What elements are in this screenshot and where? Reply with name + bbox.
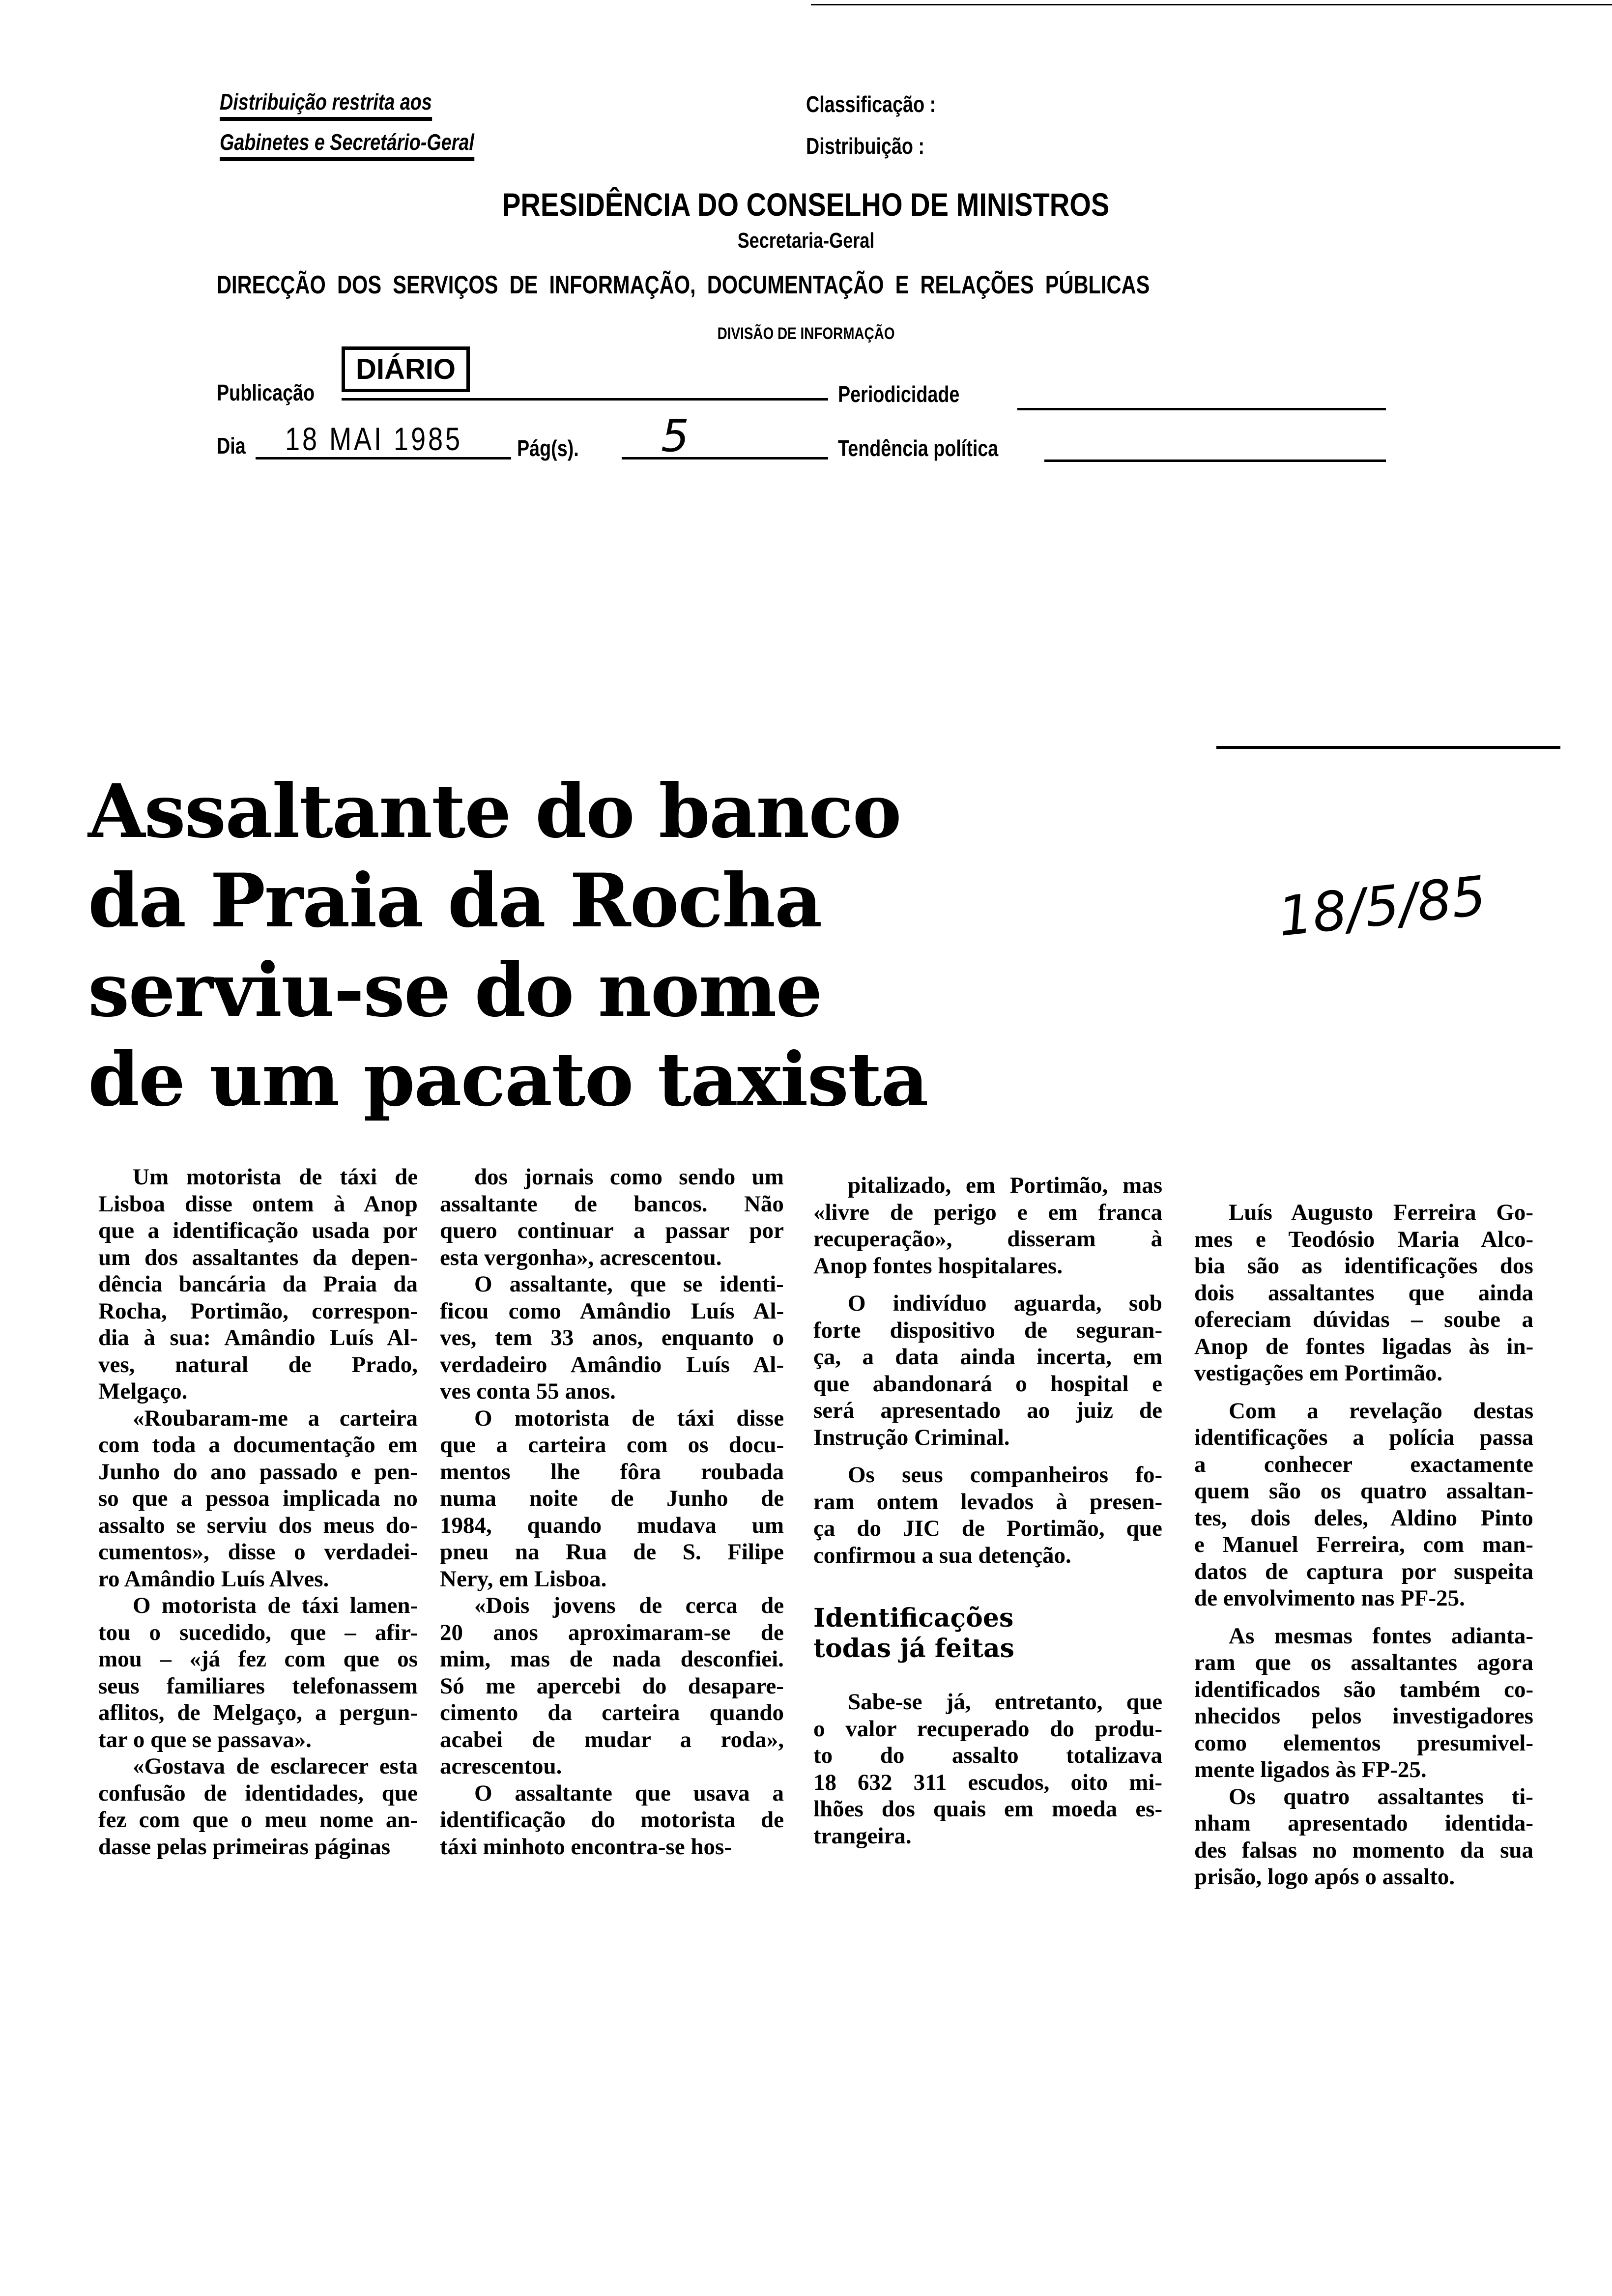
text-line: Anop fontes hospitalares. bbox=[813, 1253, 1063, 1279]
text-line: aflitos, de Melgaço, a pergun- bbox=[98, 1700, 418, 1725]
text-line: O motorista de táxi lamen- bbox=[133, 1593, 418, 1618]
text-line: fez com que o meu nome an- bbox=[98, 1807, 418, 1833]
article-headline bbox=[88, 767, 928, 1124]
article-column-3 bbox=[813, 1172, 1162, 1849]
distribuicao-label: Distribuição : bbox=[806, 133, 925, 159]
text-line: acabei de mudar a roda», bbox=[440, 1726, 784, 1752]
text-line: que a identificação usada por bbox=[98, 1218, 418, 1243]
text-line: Só me apercebi do desapare- bbox=[440, 1673, 784, 1699]
text-line: bia são as identificações dos bbox=[1194, 1253, 1533, 1279]
article-paragraph bbox=[440, 1780, 784, 1861]
text-line: O assaltante, que se identi- bbox=[474, 1271, 784, 1297]
text-line: Anop de fontes ligadas às in- bbox=[1194, 1333, 1534, 1359]
pags-label: Pág(s). bbox=[517, 435, 579, 461]
text-line: e Manuel Ferreira, com man- bbox=[1194, 1532, 1533, 1557]
text-line: ves, tem 33 anos, enquanto o bbox=[440, 1325, 784, 1350]
article-paragraph bbox=[1194, 1623, 1533, 1783]
text-line: identificados são também co- bbox=[1194, 1676, 1534, 1702]
text-line: Instrução Criminal. bbox=[813, 1424, 1010, 1450]
text-line: vestigações em Portimão. bbox=[1194, 1360, 1443, 1386]
text-line: a conhecer exactamente bbox=[1194, 1451, 1533, 1477]
text-line: Os seus companheiros fo- bbox=[848, 1462, 1163, 1488]
article-paragraph bbox=[813, 1689, 1162, 1849]
tendencia-field-line bbox=[1044, 459, 1386, 462]
article-column-2 bbox=[440, 1164, 784, 1860]
text-line: como elementos presumivel- bbox=[1194, 1730, 1534, 1756]
text-line: seus familiares telefonassem bbox=[98, 1673, 418, 1699]
article-paragraph bbox=[440, 1164, 784, 1271]
text-line: «Roubaram-me a carteira bbox=[133, 1405, 418, 1431]
text-line: que a carteira com os docu- bbox=[440, 1432, 784, 1458]
text-line: 1984, quando mudava um bbox=[440, 1512, 784, 1538]
article-paragraph bbox=[813, 1462, 1162, 1569]
divisao-label: DIVISÃO DE INFORMAÇÃO bbox=[717, 324, 895, 343]
pags-value: 5 bbox=[661, 410, 690, 462]
headline-line: de um pacato taxista bbox=[88, 1036, 928, 1123]
text-line: ro Amândio Luís Alves. bbox=[98, 1566, 329, 1592]
text-line: 18 632 311 escudos, oito mi- bbox=[813, 1769, 1163, 1795]
text-line: quero continuar a passar por bbox=[440, 1218, 784, 1243]
publicacao-label: Publicação bbox=[217, 380, 315, 405]
text-line: Melgaço. bbox=[98, 1378, 188, 1404]
text-line: prisão, logo após o assalto. bbox=[1194, 1864, 1455, 1890]
periodicidade-label: Periodicidade bbox=[838, 381, 960, 407]
text-line: assaltante de bancos. Não bbox=[440, 1191, 784, 1217]
text-line: dois assaltantes que ainda bbox=[1194, 1280, 1534, 1306]
text-line: «Gostava de esclarecer esta bbox=[133, 1753, 418, 1779]
text-line: As mesmas fontes adianta- bbox=[1229, 1623, 1534, 1649]
text-line: ça, a data ainda incerta, em bbox=[813, 1344, 1163, 1370]
text-line: Os quatro assaltantes ti- bbox=[1229, 1783, 1533, 1809]
text-line: dia à sua: Amândio Luís Al- bbox=[98, 1325, 418, 1350]
text-line: Junho do ano passado e pen- bbox=[98, 1459, 418, 1485]
text-line: tou o sucedido, que – afir- bbox=[98, 1619, 418, 1645]
direccao-title: DIRECÇÃO DOS SERVIÇOS DE INFORMAÇÃO, DOCUMENTAÇÃO E RELAÇÕES PÚBLICAS bbox=[217, 271, 1150, 299]
text-line: dência bancária da Praia da bbox=[98, 1271, 418, 1297]
article-column-4 bbox=[1194, 1199, 1533, 1891]
text-line: lhões dos quais em moeda es- bbox=[813, 1796, 1163, 1822]
restricted-distribution-line2: Gabinetes e Secretário-Geral bbox=[220, 129, 474, 161]
text-line: to do assalto totalizava bbox=[813, 1743, 1163, 1768]
text-line: «Dois jovens de cerca de bbox=[474, 1593, 784, 1618]
text-line: o valor recuperado do produ- bbox=[813, 1716, 1163, 1742]
text-line: identificações a polícia passa bbox=[1194, 1425, 1534, 1450]
text-line: acrescentou. bbox=[440, 1753, 562, 1779]
text-line: que abandonará o hospital e bbox=[813, 1371, 1162, 1397]
article-paragraph bbox=[440, 1271, 784, 1405]
text-line: dos jornais como sendo um bbox=[474, 1164, 784, 1190]
text-line: pitalizado, em Portimão, mas bbox=[848, 1173, 1163, 1198]
article-paragraph bbox=[98, 1753, 418, 1860]
text-line: mou – «já fez com que os bbox=[98, 1646, 418, 1672]
text-line: Luís Augusto Ferreira Go- bbox=[1229, 1200, 1534, 1225]
text-line: Sabe-se já, entretanto, que bbox=[848, 1689, 1162, 1715]
text-line: identificação do motorista de bbox=[440, 1807, 784, 1833]
text-line: esta vergonha», acrescentou. bbox=[440, 1244, 722, 1270]
article-column-1 bbox=[98, 1164, 418, 1860]
publicacao-field-line bbox=[342, 398, 828, 401]
handwritten-date-note: 18/5/85 bbox=[1275, 864, 1489, 948]
text-line: ofereciam dúvidas – soube a bbox=[1194, 1307, 1533, 1332]
secretaria-label: Secretaria-Geral bbox=[737, 229, 875, 253]
article-paragraph bbox=[813, 1290, 1162, 1451]
text-line: 20 anos aproximaram-se de bbox=[440, 1619, 784, 1645]
text-line: datos de captura por suspeita bbox=[1194, 1558, 1534, 1584]
headline-line: serviu-se do nome bbox=[88, 947, 822, 1033]
text-line: Lisboa disse ontem à Anop bbox=[98, 1191, 418, 1217]
article-paragraph bbox=[1194, 1783, 1533, 1891]
text-line: tar o que se passava». bbox=[98, 1726, 312, 1752]
text-line: ça do JIC de Portimão, que bbox=[813, 1516, 1162, 1541]
text-line: des falsas no momento da sua bbox=[1194, 1837, 1533, 1863]
text-line: forte dispositivo de seguran- bbox=[813, 1317, 1163, 1343]
text-line: nhecidos pelos investigadores bbox=[1194, 1703, 1533, 1729]
text-line: mentos lhe fôra roubada bbox=[440, 1459, 784, 1485]
text-line: ves conta 55 anos. bbox=[440, 1378, 616, 1404]
text-line: Um motorista de táxi de bbox=[133, 1164, 418, 1190]
article-paragraph bbox=[1194, 1398, 1533, 1612]
article-subheading bbox=[813, 1603, 1162, 1664]
periodicidade-field-line bbox=[1017, 408, 1386, 410]
article-paragraph bbox=[98, 1164, 418, 1405]
text-line: cimento da carteira quando bbox=[440, 1700, 784, 1725]
text-line: O indivíduo aguarda, sob bbox=[848, 1291, 1162, 1316]
top-scan-rule bbox=[811, 4, 1612, 5]
text-line: ves, natural de Prado, bbox=[98, 1351, 418, 1378]
subheading-line: todas já feitas bbox=[813, 1634, 1014, 1664]
text-line: tes, dois deles, Aldino Pinto bbox=[1194, 1505, 1533, 1531]
article-paragraph bbox=[440, 1592, 784, 1780]
restricted-distribution-line1: Distribuição restrita aos bbox=[220, 88, 432, 121]
clipping-rule bbox=[1216, 746, 1560, 749]
dia-label: Dia bbox=[217, 433, 246, 459]
headline-line: Assaltante do banco bbox=[88, 768, 901, 855]
article-paragraph bbox=[1194, 1199, 1533, 1387]
text-line: ficou como Amândio Luís Al- bbox=[440, 1298, 784, 1324]
text-line: dasse pelas primeiras páginas bbox=[98, 1834, 391, 1860]
publicacao-stamp: DIÁRIO bbox=[342, 346, 470, 392]
article-paragraph bbox=[813, 1172, 1162, 1279]
text-line: ram que os assaltantes agora bbox=[1194, 1650, 1533, 1675]
text-line: Nery, em Lisboa. bbox=[440, 1566, 607, 1592]
dia-value: 18 MAI 1985 bbox=[285, 421, 463, 457]
text-line: pneu na Rua de S. Filipe bbox=[440, 1539, 784, 1565]
subheading-line: Identificações bbox=[813, 1603, 1014, 1633]
text-line: nham apresentado identida- bbox=[1194, 1810, 1534, 1836]
text-line: O motorista de táxi disse bbox=[474, 1405, 784, 1431]
text-line: um dos assaltantes da depen- bbox=[98, 1244, 418, 1270]
text-line: numa noite de Junho de bbox=[440, 1486, 784, 1511]
tendencia-label: Tendência política bbox=[838, 435, 999, 461]
text-line: quem são os quatro assaltan- bbox=[1194, 1478, 1534, 1504]
text-line: será apresentado ao juiz de bbox=[813, 1398, 1163, 1423]
organization-title: PRESIDÊNCIA DO CONSELHO DE MINISTROS bbox=[502, 186, 1110, 223]
text-line: mim, mas de nada desconfiei. bbox=[440, 1646, 784, 1672]
text-line: O assaltante que usava a bbox=[474, 1780, 784, 1806]
classificacao-label: Classificação : bbox=[806, 91, 936, 117]
text-line: cumentos», disse o verdadei- bbox=[98, 1539, 418, 1565]
text-line: de envolvimento nas PF-25. bbox=[1194, 1585, 1465, 1611]
pags-field-line bbox=[622, 457, 828, 459]
text-line: ram ontem levados à presen- bbox=[813, 1489, 1163, 1515]
text-line: confirmou a sua detenção. bbox=[813, 1542, 1071, 1568]
text-line: confusão de identidades, que bbox=[98, 1780, 418, 1806]
article-paragraph bbox=[440, 1405, 784, 1593]
text-line: assalto se serviu dos meus do- bbox=[98, 1512, 418, 1538]
text-line: so que a pessoa implicada no bbox=[98, 1486, 418, 1511]
text-line: trangeira. bbox=[813, 1823, 912, 1849]
text-line: recuperação», disseram à bbox=[813, 1226, 1163, 1252]
text-line: com toda a documentação em bbox=[98, 1432, 418, 1458]
text-line: Com a revelação destas bbox=[1229, 1398, 1534, 1424]
article-paragraph bbox=[98, 1405, 418, 1593]
article-paragraph bbox=[98, 1592, 418, 1753]
text-line: mes e Teodósio Maria Alco- bbox=[1194, 1226, 1534, 1252]
headline-line: da Praia da Rocha bbox=[88, 858, 822, 944]
text-line: táxi minhoto encontra-se hos- bbox=[440, 1834, 732, 1860]
text-line: Rocha, Portimão, correspon- bbox=[98, 1298, 418, 1324]
text-line: «livre de perigo e em franca bbox=[813, 1199, 1163, 1225]
text-line: verdadeiro Amândio Luís Al- bbox=[440, 1351, 784, 1378]
text-line: mente ligados às FP-25. bbox=[1194, 1757, 1427, 1782]
